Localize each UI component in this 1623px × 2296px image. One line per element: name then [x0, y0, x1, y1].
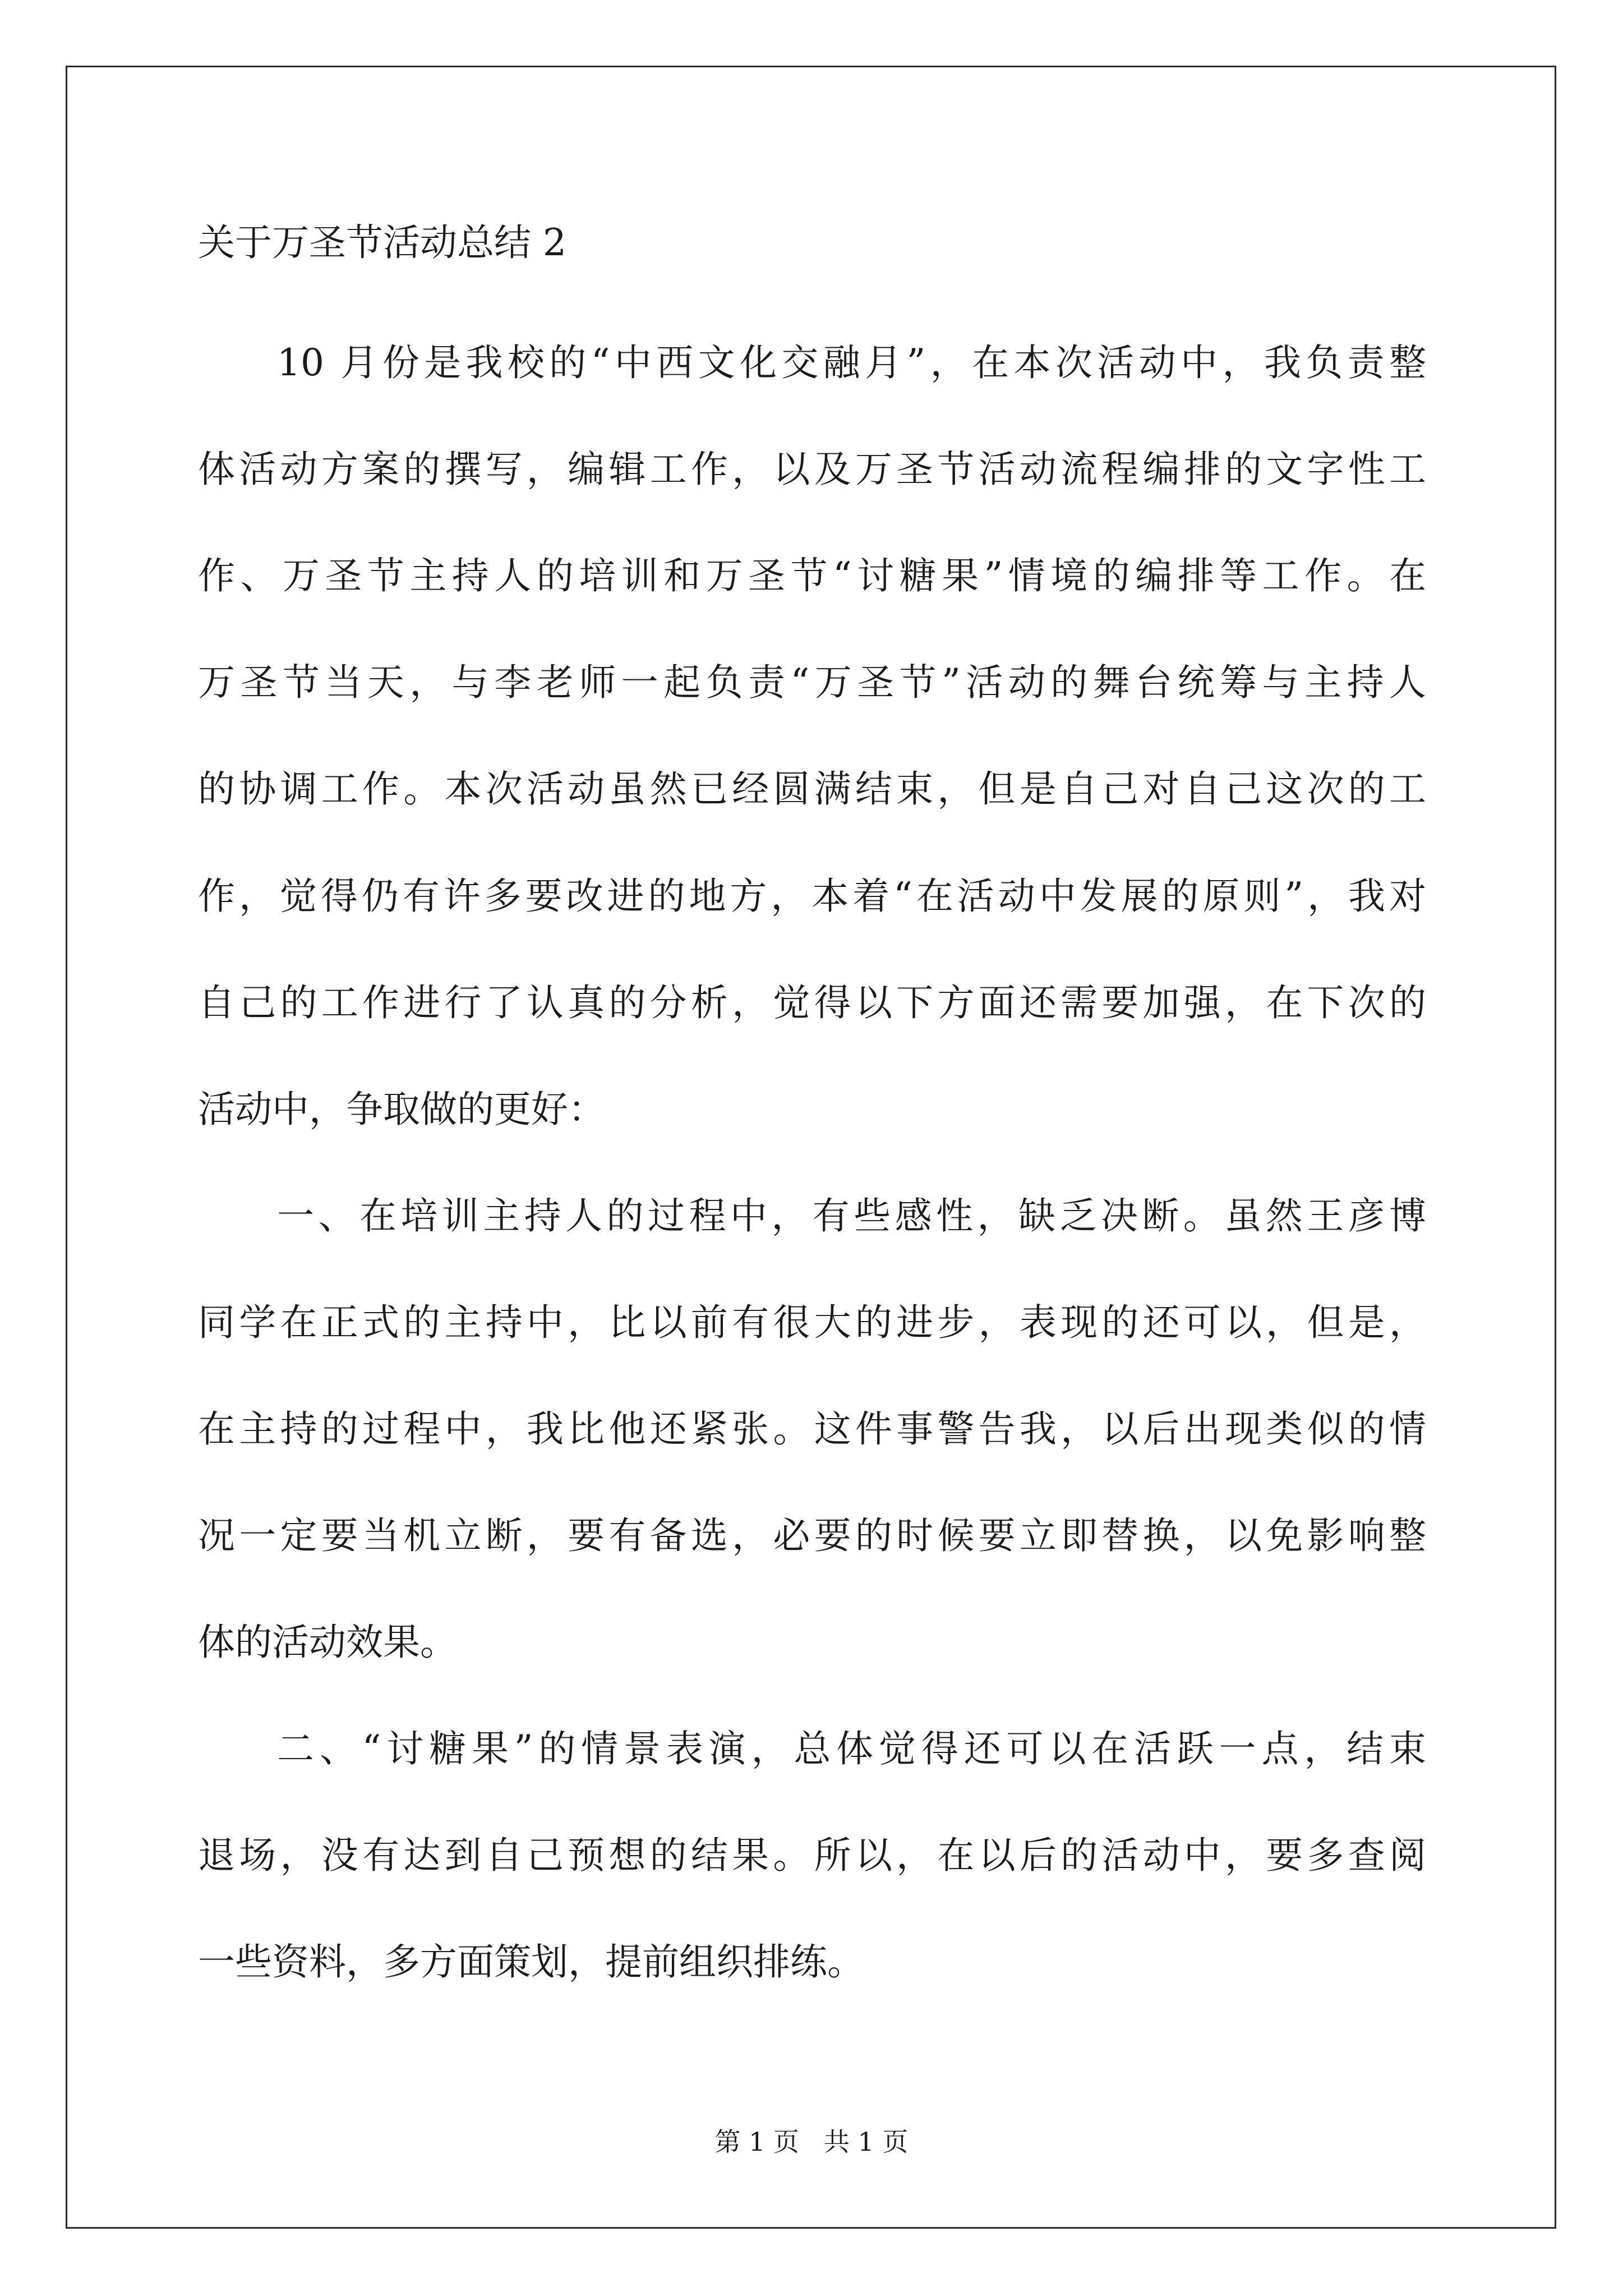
paragraph-2-line-3: 在主持的过程中，我比他还紧张。这件事警告我，以后出现类似的情	[198, 1407, 1426, 1451]
paragraph-2-line-4: 况一定要当机立断，要有备选，必要的时候要立即替换，以免影响整	[198, 1514, 1426, 1557]
paragraph-3-line-1: 二、“讨糖果”的情景表演，总体觉得还可以在活跃一点，结束	[277, 1727, 1426, 1770]
paragraph-1-line-6: 作，觉得仍有许多要改进的地方，本着“在活动中发展的原则”，我对	[198, 875, 1426, 918]
paragraph-3-line-2: 退场，没有达到自己预想的结果。所以，在以后的活动中，要多查阅	[198, 1834, 1426, 1877]
page-number-footer: 第 1 页 共 1 页	[714, 2127, 909, 2157]
paragraph-1-line-2: 体活动方案的撰写，编辑工作，以及万圣节活动流程编排的文字性工	[198, 448, 1426, 491]
paragraph-2-line-5: 体的活动效果。	[198, 1621, 457, 1664]
paragraph-1-line-1: 10 月份是我校的“中西文化交融月”，在本次活动中，我负责整	[277, 341, 1426, 384]
document-title: 关于万圣节活动总结 2	[198, 221, 566, 264]
paragraph-1-line-5: 的协调工作。本次活动虽然已经圆满结束，但是自己对自己这次的工	[198, 767, 1426, 811]
paragraph-1-line-7: 自己的工作进行了认真的分析，觉得以下方面还需要加强，在下次的	[198, 981, 1426, 1024]
paragraph-2-line-1: 一、在培训主持人的过程中，有些感性，缺乏决断。虽然王彦博	[277, 1194, 1426, 1237]
paragraph-2-line-2: 同学在正式的主持中，比以前有很大的进步，表现的还可以，但是，	[198, 1301, 1426, 1344]
page-border	[66, 66, 1556, 2229]
paragraph-3-line-3: 一些资料，多方面策划，提前组织排练。	[198, 1940, 864, 1984]
paragraph-1-line-3: 作、万圣节主持人的培训和万圣节“讨糖果”情境的编排等工作。在	[198, 554, 1426, 597]
paragraph-1-line-4: 万圣节当天，与李老师一起负责“万圣节”活动的舞台统筹与主持人	[198, 661, 1426, 704]
paragraph-1-line-8: 活动中，争取做的更好：	[198, 1088, 605, 1131]
